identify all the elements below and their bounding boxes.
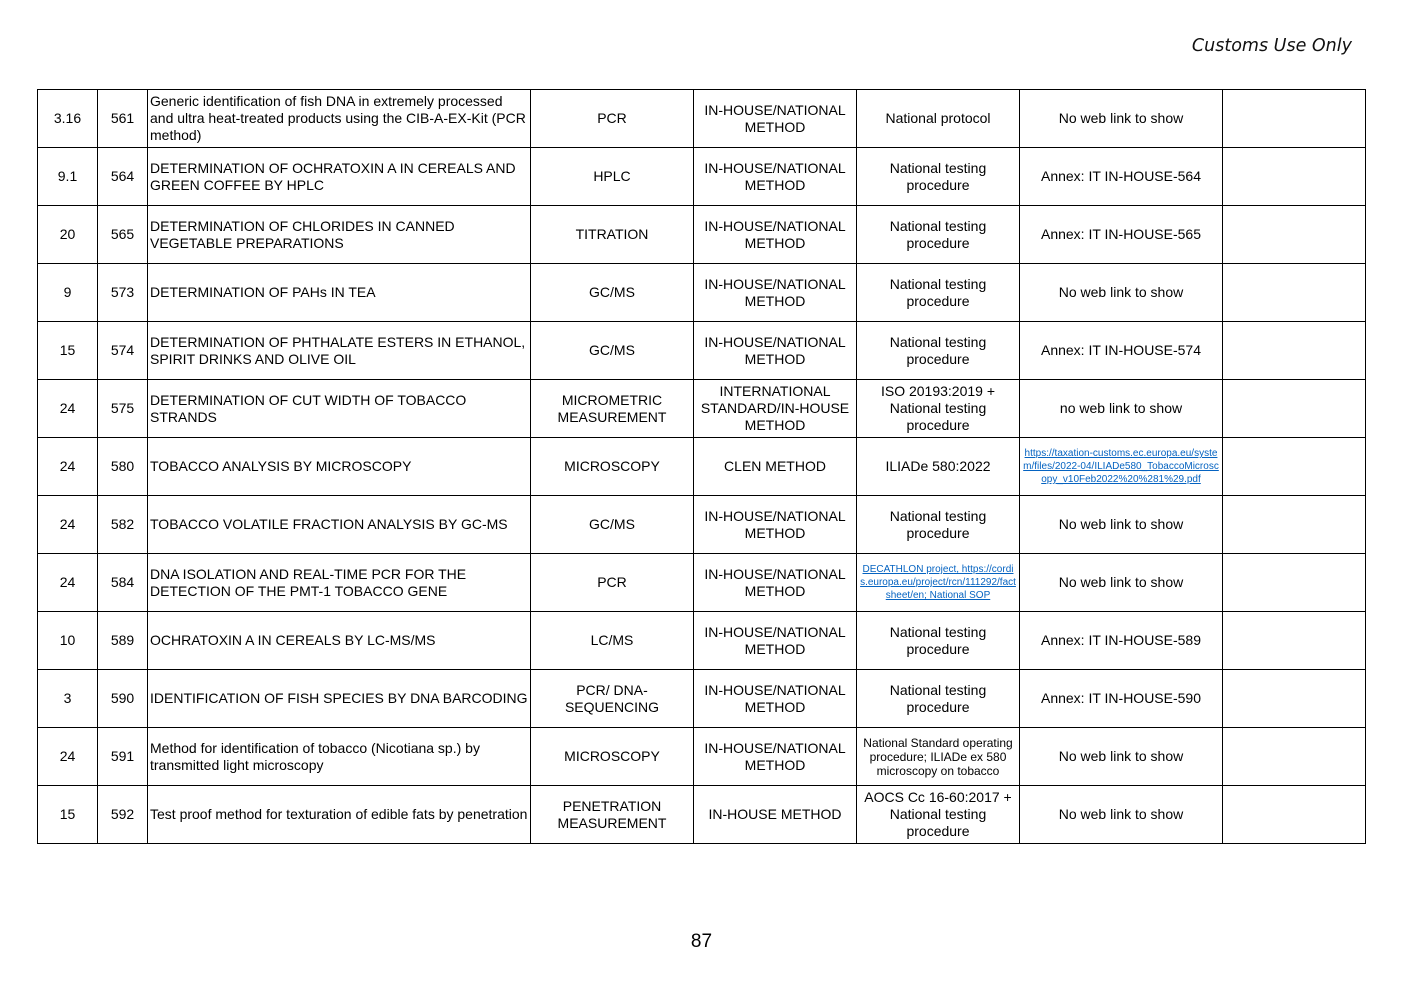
method-number-cell: 573: [98, 264, 148, 322]
technique-cell: GC/MS: [531, 322, 694, 380]
method-number-cell: 591: [98, 728, 148, 786]
method-type-cell: CLEN METHOD: [694, 438, 857, 496]
web-link-cell: Annex: IT IN-HOUSE-590: [1020, 670, 1223, 728]
table-row: [38, 786, 1366, 844]
web-link-cell: Annex: IT IN-HOUSE-565: [1020, 206, 1223, 264]
reference-cell: National testing procedure: [857, 148, 1020, 206]
table-row: [38, 90, 1366, 148]
description-cell: TOBACCO ANALYSIS BY MICROSCOPY: [148, 438, 531, 496]
method-type-cell: IN-HOUSE/NATIONAL METHOD: [694, 612, 857, 670]
technique-cell: MICROSCOPY: [531, 728, 694, 786]
web-link-cell: No web link to show: [1020, 786, 1223, 844]
notes-cell: [1223, 496, 1366, 554]
chapter-cell: 20: [38, 206, 98, 264]
header-label: Customs Use Only: [1191, 36, 1352, 56]
chapter-cell: 24: [38, 554, 98, 612]
table-row: [38, 612, 1366, 670]
method-type-cell: IN-HOUSE/NATIONAL METHOD: [694, 206, 857, 264]
notes-cell: [1223, 264, 1366, 322]
method-type-cell: IN-HOUSE/NATIONAL METHOD: [694, 264, 857, 322]
table-row: [38, 438, 1366, 496]
reference-cell: National protocol: [857, 90, 1020, 148]
table-row: [38, 728, 1366, 786]
method-type-cell: IN-HOUSE METHOD: [694, 786, 857, 844]
method-number-cell: 575: [98, 380, 148, 438]
method-type-cell: IN-HOUSE/NATIONAL METHOD: [694, 728, 857, 786]
chapter-cell: 9.1: [38, 148, 98, 206]
reference-cell: National testing procedure: [857, 496, 1020, 554]
web-link-cell: Annex: IT IN-HOUSE-574: [1020, 322, 1223, 380]
table-row: [38, 322, 1366, 380]
description-cell: TOBACCO VOLATILE FRACTION ANALYSIS BY GC-MS: [148, 496, 531, 554]
notes-cell: [1223, 670, 1366, 728]
table-row: [38, 380, 1366, 438]
method-number-cell: 565: [98, 206, 148, 264]
chapter-cell: 15: [38, 322, 98, 380]
description-cell: IDENTIFICATION OF FISH SPECIES BY DNA BARCODING: [148, 670, 531, 728]
method-type-cell: IN-HOUSE/NATIONAL METHOD: [694, 554, 857, 612]
reference-cell: National testing procedure: [857, 206, 1020, 264]
technique-cell: MICROMETRIC MEASUREMENT: [531, 380, 694, 438]
reference-cell: ISO 20193:2019 + National testing procedure: [857, 380, 1020, 438]
technique-cell: PCR: [531, 554, 694, 612]
technique-cell: GC/MS: [531, 264, 694, 322]
method-number-cell: 590: [98, 670, 148, 728]
chapter-cell: 15: [38, 786, 98, 844]
chapter-cell: 24: [38, 438, 98, 496]
method-number-cell: 561: [98, 90, 148, 148]
web-link-cell: No web link to show: [1020, 90, 1223, 148]
web-link-cell: Annex: IT IN-HOUSE-589: [1020, 612, 1223, 670]
method-number-cell: 582: [98, 496, 148, 554]
technique-cell: TITRATION: [531, 206, 694, 264]
description-cell: OCHRATOXIN A IN CEREALS BY LC-MS/MS: [148, 612, 531, 670]
chapter-cell: 9: [38, 264, 98, 322]
description-cell: DNA ISOLATION AND REAL-TIME PCR FOR THE DETECTION OF THE PMT-1 TOBACCO GENE: [148, 554, 531, 612]
method-type-cell: IN-HOUSE/NATIONAL METHOD: [694, 322, 857, 380]
method-number-cell: 564: [98, 148, 148, 206]
technique-cell: PCR/ DNA-SEQUENCING: [531, 670, 694, 728]
page-number: 87: [690, 931, 713, 952]
reference-cell: AOCS Cc 16-60:2017 + National testing procedure: [857, 786, 1020, 844]
technique-cell: PENETRATION MEASUREMENT: [531, 786, 694, 844]
description-cell: Method for identification of tobacco (Nicotiana sp.) by transmitted light microscopy: [148, 728, 531, 786]
method-type-cell: INTERNATIONAL STANDARD/IN-HOUSE METHOD: [694, 380, 857, 438]
notes-cell: [1223, 728, 1366, 786]
web-link-cell: No web link to show: [1020, 496, 1223, 554]
table-row: [38, 496, 1366, 554]
method-type-cell: IN-HOUSE/NATIONAL METHOD: [694, 670, 857, 728]
table-row: [38, 148, 1366, 206]
technique-cell: LC/MS: [531, 612, 694, 670]
method-number-cell: 584: [98, 554, 148, 612]
reference-cell: National testing procedure: [857, 264, 1020, 322]
reference-cell: ILIADe 580:2022: [857, 438, 1020, 496]
description-cell: DETERMINATION OF PAHs IN TEA: [148, 264, 531, 322]
method-type-cell: IN-HOUSE/NATIONAL METHOD: [694, 496, 857, 554]
web-link-cell: No web link to show: [1020, 728, 1223, 786]
reference-cell: National testing procedure: [857, 670, 1020, 728]
description-cell: Test proof method for texturation of edible fats by penetration: [148, 786, 531, 844]
notes-cell: [1223, 148, 1366, 206]
chapter-cell: 10: [38, 612, 98, 670]
notes-cell: [1223, 206, 1366, 264]
technique-cell: GC/MS: [531, 496, 694, 554]
reference-link[interactable]: DECATHLON project, https://cordis.europa.eu/project/rcn/111292/factsheet/en; National SOP: [857, 554, 1020, 612]
web-link-cell: No web link to show: [1020, 554, 1223, 612]
method-type-cell: IN-HOUSE/NATIONAL METHOD: [694, 90, 857, 148]
chapter-cell: 24: [38, 380, 98, 438]
description-cell: DETERMINATION OF CUT WIDTH OF TOBACCO STRANDS: [148, 380, 531, 438]
description-cell: DETERMINATION OF OCHRATOXIN A IN CEREALS AND GREEN COFFEE BY HPLC: [148, 148, 531, 206]
technique-cell: MICROSCOPY: [531, 438, 694, 496]
web-link-cell: No web link to show: [1020, 264, 1223, 322]
methods-table: [37, 89, 1366, 844]
web-link[interactable]: https://taxation-customs.ec.europa.eu/system/files/2022-04/ILIADe580_TobaccoMicroscopy_v10Feb2022%20%281%29.pdf: [1020, 438, 1223, 496]
reference-cell: National Standard operating procedure; ILIADe ex 580 microscopy on tobacco: [857, 728, 1020, 786]
table-row: [38, 554, 1366, 612]
description-cell: Generic identification of fish DNA in extremely processed and ultra heat-treated products using the CIB-A-EX-Kit (PCR method): [148, 90, 531, 148]
chapter-cell: 24: [38, 496, 98, 554]
notes-cell: [1223, 380, 1366, 438]
technique-cell: PCR: [531, 90, 694, 148]
method-number-cell: 580: [98, 438, 148, 496]
method-number-cell: 589: [98, 612, 148, 670]
notes-cell: [1223, 786, 1366, 844]
reference-cell: National testing procedure: [857, 322, 1020, 380]
method-type-cell: IN-HOUSE/NATIONAL METHOD: [694, 148, 857, 206]
description-cell: DETERMINATION OF CHLORIDES IN CANNED VEGETABLE PREPARATIONS: [148, 206, 531, 264]
notes-cell: [1223, 438, 1366, 496]
notes-cell: [1223, 90, 1366, 148]
chapter-cell: 24: [38, 728, 98, 786]
table-row: [38, 670, 1366, 728]
notes-cell: [1223, 322, 1366, 380]
chapter-cell: 3: [38, 670, 98, 728]
web-link-cell: no web link to show: [1020, 380, 1223, 438]
method-number-cell: 592: [98, 786, 148, 844]
technique-cell: HPLC: [531, 148, 694, 206]
web-link-cell: Annex: IT IN-HOUSE-564: [1020, 148, 1223, 206]
notes-cell: [1223, 612, 1366, 670]
method-number-cell: 574: [98, 322, 148, 380]
table-row: [38, 264, 1366, 322]
description-cell: DETERMINATION OF PHTHALATE ESTERS IN ETHANOL, SPIRIT DRINKS AND OLIVE OIL: [148, 322, 531, 380]
reference-cell: National testing procedure: [857, 612, 1020, 670]
chapter-cell: 3.16: [38, 90, 98, 148]
table-row: [38, 206, 1366, 264]
notes-cell: [1223, 554, 1366, 612]
